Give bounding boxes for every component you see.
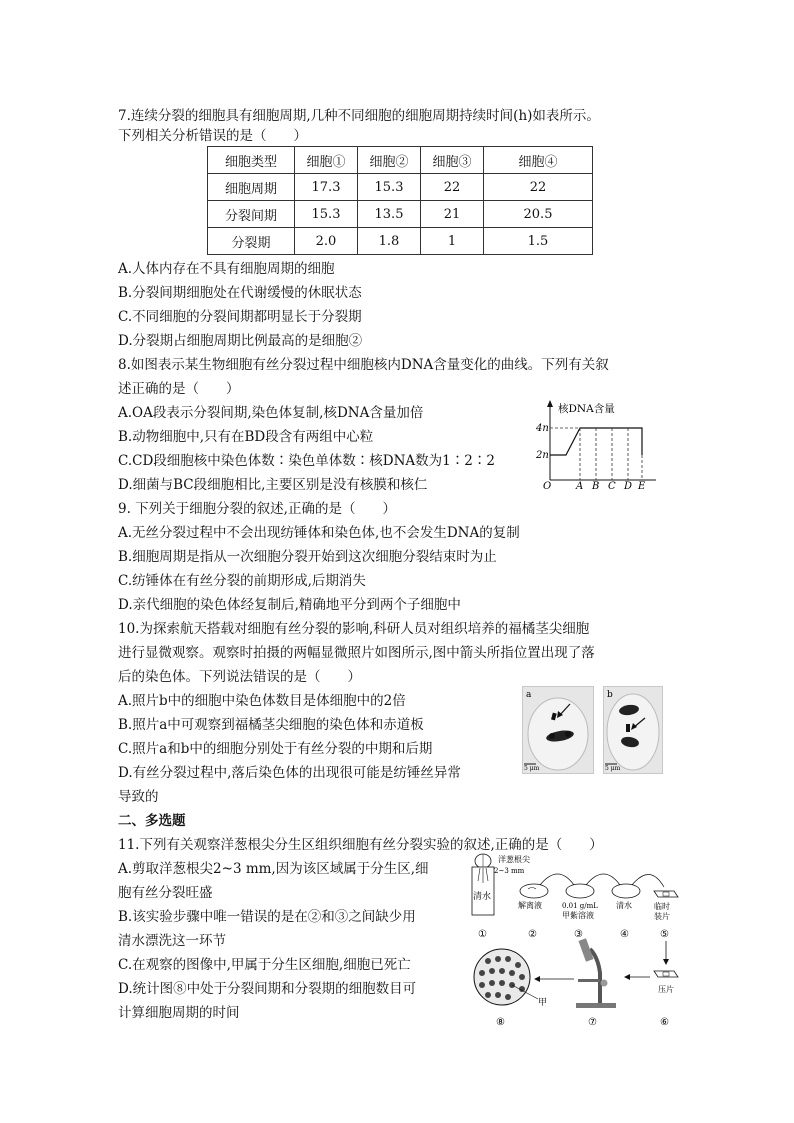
- cell-label-jia: 甲: [538, 998, 548, 1008]
- step-num-7: ⑦: [588, 1017, 597, 1028]
- beaker-label-water: 清水: [473, 892, 492, 902]
- q11-stem: 11.下列有关观察洋葱根尖分生区组织细胞有丝分裂实验的叙述,正确的是（ ）: [118, 837, 603, 853]
- experiment-diagram: [468, 853, 690, 1029]
- step-num-3: ③: [574, 929, 583, 940]
- q7-stem-line2: 下列相关分析错误的是（ ）: [118, 128, 307, 144]
- table-cell: 22: [421, 174, 484, 201]
- graph-xtick-e: E: [638, 481, 646, 490]
- step6-label: 压片: [658, 985, 674, 994]
- q8-option-b: B.动物细胞中,只有在BD段含有两组中心粒: [118, 429, 374, 445]
- step-num-2: ②: [528, 929, 537, 940]
- table-row: [208, 201, 593, 228]
- graph-xtick-o: O: [543, 481, 552, 490]
- graph-xtick-b: B: [592, 481, 600, 490]
- step-num-5: ⑤: [660, 929, 669, 940]
- q7-stem-line1: 7.连续分裂的细胞具有细胞周期,几种不同细胞的细胞周期持续时间(h)如表所示。: [118, 108, 600, 124]
- graph-xtick-d: D: [624, 481, 633, 490]
- q11-option-d-cont: 计算细胞周期的时间: [118, 1005, 240, 1021]
- q7-option-b: B.分裂间期细胞处在代谢缓慢的休眠状态: [118, 285, 362, 301]
- q8-stem-line2: 述正确的是（ ）: [118, 381, 240, 397]
- step-num-1: ①: [478, 929, 487, 940]
- scale-bar-b: 5 μm: [605, 765, 621, 772]
- q11-option-b: B.该实验步骤中唯一错误的是在②和③之间缺少用: [118, 909, 416, 925]
- step-num-6: ⑥: [660, 1017, 669, 1028]
- q9-option-b: B.细胞周期是指从一次细胞分裂开始到这次细胞分裂结束时为止: [118, 549, 497, 565]
- q7-option-a: A.人体内存在不具有细胞周期的细胞: [118, 261, 335, 277]
- q7-option-c: C.不同细胞的分裂间期都明显长于分裂期: [118, 309, 362, 325]
- q10-option-b: B.照片a中可观察到福橘茎尖细胞的染色体和赤道板: [118, 717, 424, 733]
- section-heading: 二、多选题: [118, 813, 186, 829]
- q9-option-c: C.纺锤体在有丝分裂的前期形成,后期消失: [118, 573, 366, 589]
- root-length-label: 2~3 mm: [494, 867, 525, 875]
- q11-option-a: A.剪取洋葱根尖2~3 mm,因为该区域属于分生区,细: [118, 861, 429, 877]
- table-header-row: [208, 147, 593, 174]
- photo-label-b: b: [607, 690, 613, 700]
- q11-option-b-cont: 清水漂洗这一环节: [118, 933, 226, 949]
- table-cell: 22: [484, 174, 593, 201]
- micrograph-b: [603, 686, 663, 774]
- graph-xtick-a: A: [576, 481, 584, 490]
- table-cell: 细胞②: [358, 147, 421, 174]
- step-num-4: ④: [620, 929, 629, 940]
- table-cell: 2.0: [295, 228, 358, 255]
- graph-ylabel: 核DNA含量: [558, 403, 615, 415]
- q8-option-c: C.CD段细胞核中染色体数∶染色单体数∶核DNA数为1∶2∶2: [118, 453, 495, 469]
- q8-stem-line1: 8.如图表示某生物细胞有丝分裂过程中细胞核内DNA含量变化的曲线。下列有关叙: [118, 357, 609, 373]
- q10-option-d-cont: 导致的: [118, 789, 159, 805]
- cell-cycle-table: [207, 146, 593, 255]
- table-cell: 21: [421, 201, 484, 228]
- q11-option-c: C.在观察的图像中,甲属于分生区细胞,细胞已死亡: [118, 957, 411, 973]
- q9-option-d: D.亲代细胞的染色体经复制后,精确地平分到两个子细胞中: [118, 597, 461, 613]
- table-cell: 17.3: [295, 174, 358, 201]
- table-cell: 细胞①: [295, 147, 358, 174]
- graph-ytick-2n: 2n: [536, 450, 549, 461]
- graph-xtick-c: C: [608, 481, 616, 490]
- q9-option-a: A.无丝分裂过程中不会出现纺锤体和染色体,也不会发生DNA的复制: [118, 525, 520, 541]
- graph-ytick-4n: 4n: [536, 423, 549, 434]
- q10-option-a: A.照片b中的细胞中染色体数目是体细胞中的2倍: [118, 693, 406, 709]
- table-cell: 分裂期: [208, 228, 295, 255]
- table-cell: 1: [421, 228, 484, 255]
- micrograph-a: [522, 686, 594, 774]
- table-cell: 细胞③: [421, 147, 484, 174]
- table-cell: 细胞周期: [208, 174, 295, 201]
- step3-concentration: 0.01 g/mL: [562, 902, 598, 910]
- q10-option-d: D.有丝分裂过程中,落后染色体的出现很可能是纺锤丝异常: [118, 765, 461, 781]
- step-num-8: ⑧: [496, 1017, 505, 1028]
- step5-label-2: 装片: [654, 912, 670, 921]
- scale-bar-a: 5 μm: [524, 765, 540, 772]
- q10-stem-line2: 进行显微观察。观察时拍摄的两幅显微照片如图所示,图中箭头所指位置出现了落: [118, 645, 595, 661]
- table-cell: 13.5: [358, 201, 421, 228]
- table-cell: 1.5: [484, 228, 593, 255]
- q11-option-a-cont: 胞有丝分裂旺盛: [118, 885, 213, 901]
- table-cell: 细胞④: [484, 147, 593, 174]
- q7-option-d: D.分裂期占细胞周期比例最高的是细胞②: [118, 333, 363, 349]
- table-cell: 细胞类型: [208, 147, 295, 174]
- photo-label-a: a: [526, 690, 532, 700]
- step2-label: 解离液: [518, 901, 542, 910]
- step3-label: 甲紫溶液: [562, 911, 594, 920]
- root-tip-label: 洋葱根尖: [498, 855, 530, 864]
- table-cell: 15.3: [358, 174, 421, 201]
- table-cell: 20.5: [484, 201, 593, 228]
- q11-option-d: D.统计图⑧中处于分裂间期和分裂期的细胞数目可: [118, 981, 417, 997]
- table-row: [208, 228, 593, 255]
- q8-option-d: D.细菌与BC段细胞相比,主要区别是没有核膜和核仁: [118, 477, 428, 493]
- step5-label-1: 临时: [654, 902, 670, 911]
- table-cell: 15.3: [295, 201, 358, 228]
- dna-content-graph: [536, 398, 676, 490]
- q10-option-c: C.照片a和b中的细胞分别处于有丝分裂的中期和后期: [118, 741, 433, 757]
- table-cell: 分裂间期: [208, 201, 295, 228]
- q8-option-a: A.OA段表示分裂间期,染色体复制,核DNA含量加倍: [118, 405, 424, 421]
- step4-label: 清水: [616, 901, 632, 910]
- q10-stem-line1: 10.为探索航天搭载对细胞有丝分裂的影响,科研人员对组织培养的福橘茎尖细胞: [118, 621, 590, 637]
- table-row: [208, 174, 593, 201]
- table-cell: 1.8: [358, 228, 421, 255]
- q10-stem-line3: 后的染色体。下列说法错误的是（ ）: [118, 669, 361, 685]
- q9-stem: 9. 下列关于细胞分裂的叙述,正确的是（ ）: [118, 501, 396, 517]
